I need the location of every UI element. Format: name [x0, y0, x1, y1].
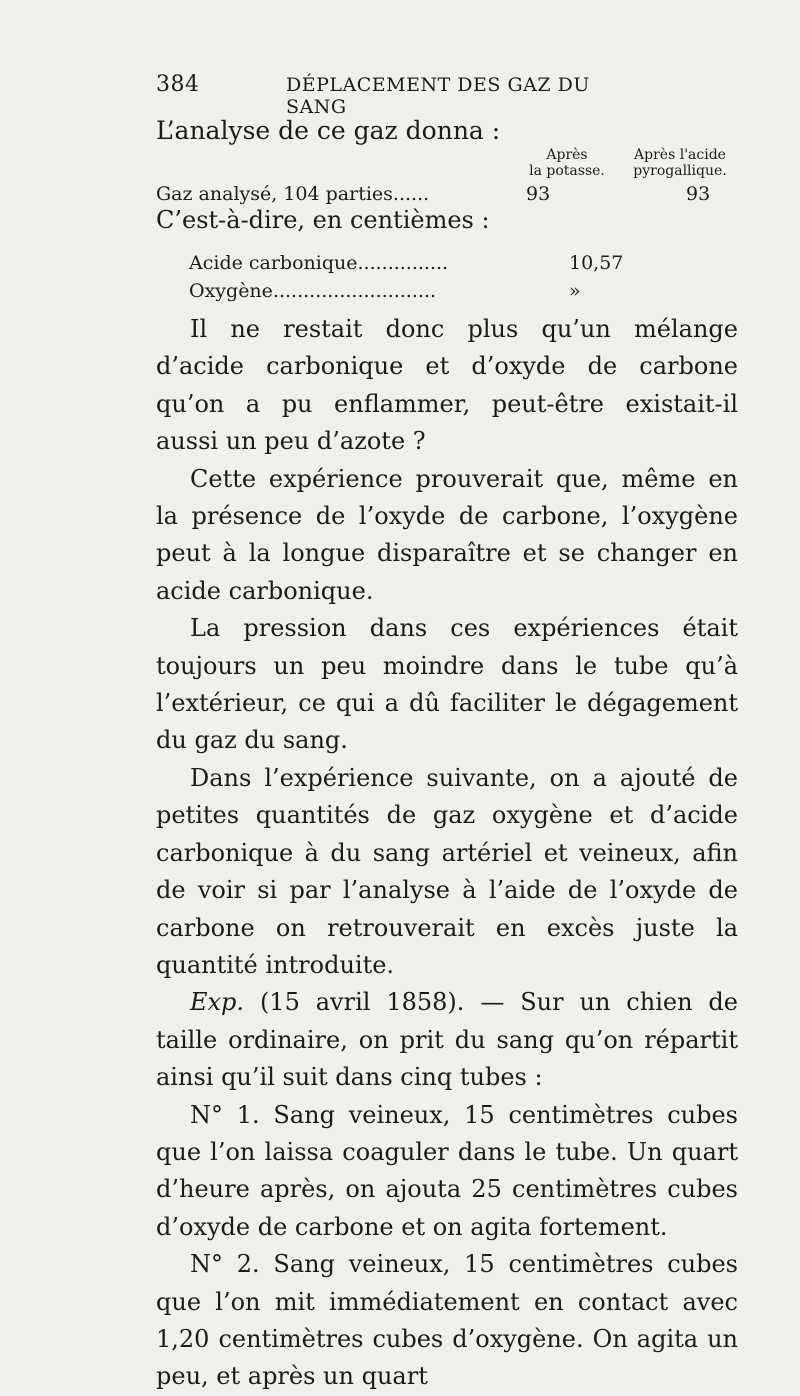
- table-row: [189, 280, 581, 302]
- column-head-potasse: Après la potasse.: [529, 147, 605, 179]
- gas-analysis-row: [156, 183, 716, 205]
- intro-line: L’analyse de ce gaz donna :: [156, 116, 501, 145]
- experiment-paragraph: [156, 984, 738, 1096]
- row-value: 10,57: [569, 252, 624, 274]
- gas-row-label: Gaz analysé, 104 parties......: [156, 183, 430, 205]
- exp-text: (15 avril 1858). — Sur un chien de taille ordinaire, on prit du sang qu’on répartit ainsi qu’il suit dans cinq tubes :: [156, 988, 738, 1092]
- column-head-pyrogallique: Après l'acide pyrogallique.: [633, 147, 727, 179]
- gas-value-pyrogallique: 93: [686, 183, 711, 205]
- exp-label: Exp.: [190, 988, 245, 1017]
- running-title: DÉPLACEMENT DES GAZ DU SANG: [286, 74, 590, 118]
- row-label: Oxygène...........................: [189, 280, 436, 302]
- table-row: [189, 252, 624, 274]
- gas-value-potasse: 93: [526, 183, 551, 205]
- page-header: [156, 72, 636, 118]
- paragraph: Dans l’expérience suivante, on a ajouté de petites quantités de gaz oxygène et d’acide carbonique à du sang artériel et veineux, afin de voir si par l’analyse à l’aide de l’oxyde de carbone on retrouverait en excès juste la quantité introduite.: [156, 763, 738, 979]
- page-number: 384: [156, 72, 200, 97]
- list-item: N° 1. Sang veineux, 15 centimètres cubes que l’on laissa coaguler dans le tube. Un quart d’heure après, on ajouta 25 centimètres cubes d’oxyde de carbone et on agita fortement.: [156, 1100, 738, 1241]
- paragraph: Cette expérience prouverait que, même en la présence de l’oxyde de carbone, l’oxygène peut à la longue disparaître et se changer en acide carbonique.: [156, 464, 738, 605]
- list-item: N° 2. Sang veineux, 15 centimètres cubes que l’on mit immédiatement en contact avec 1,20 centimètres cubes d’oxygène. On agita un peu, et après un quart: [156, 1250, 738, 1391]
- paragraph: La pression dans ces expériences était toujours un peu moindre dans le tube qu’à l’extérieur, ce qui a dû faciliter le dégagement du gaz du sang.: [156, 614, 738, 755]
- body-text: [156, 311, 738, 1396]
- centiemes-line: C’est-à-dire, en centièmes :: [156, 206, 490, 234]
- row-value: »: [569, 280, 581, 302]
- paragraph: Il ne restait donc plus qu’un mélange d’acide carbonique et d’oxyde de carbone qu’on a pu enflammer, peut-être existait-il aussi un peu d’azote ?: [156, 315, 738, 456]
- row-label: Acide carbonique...............: [189, 252, 449, 274]
